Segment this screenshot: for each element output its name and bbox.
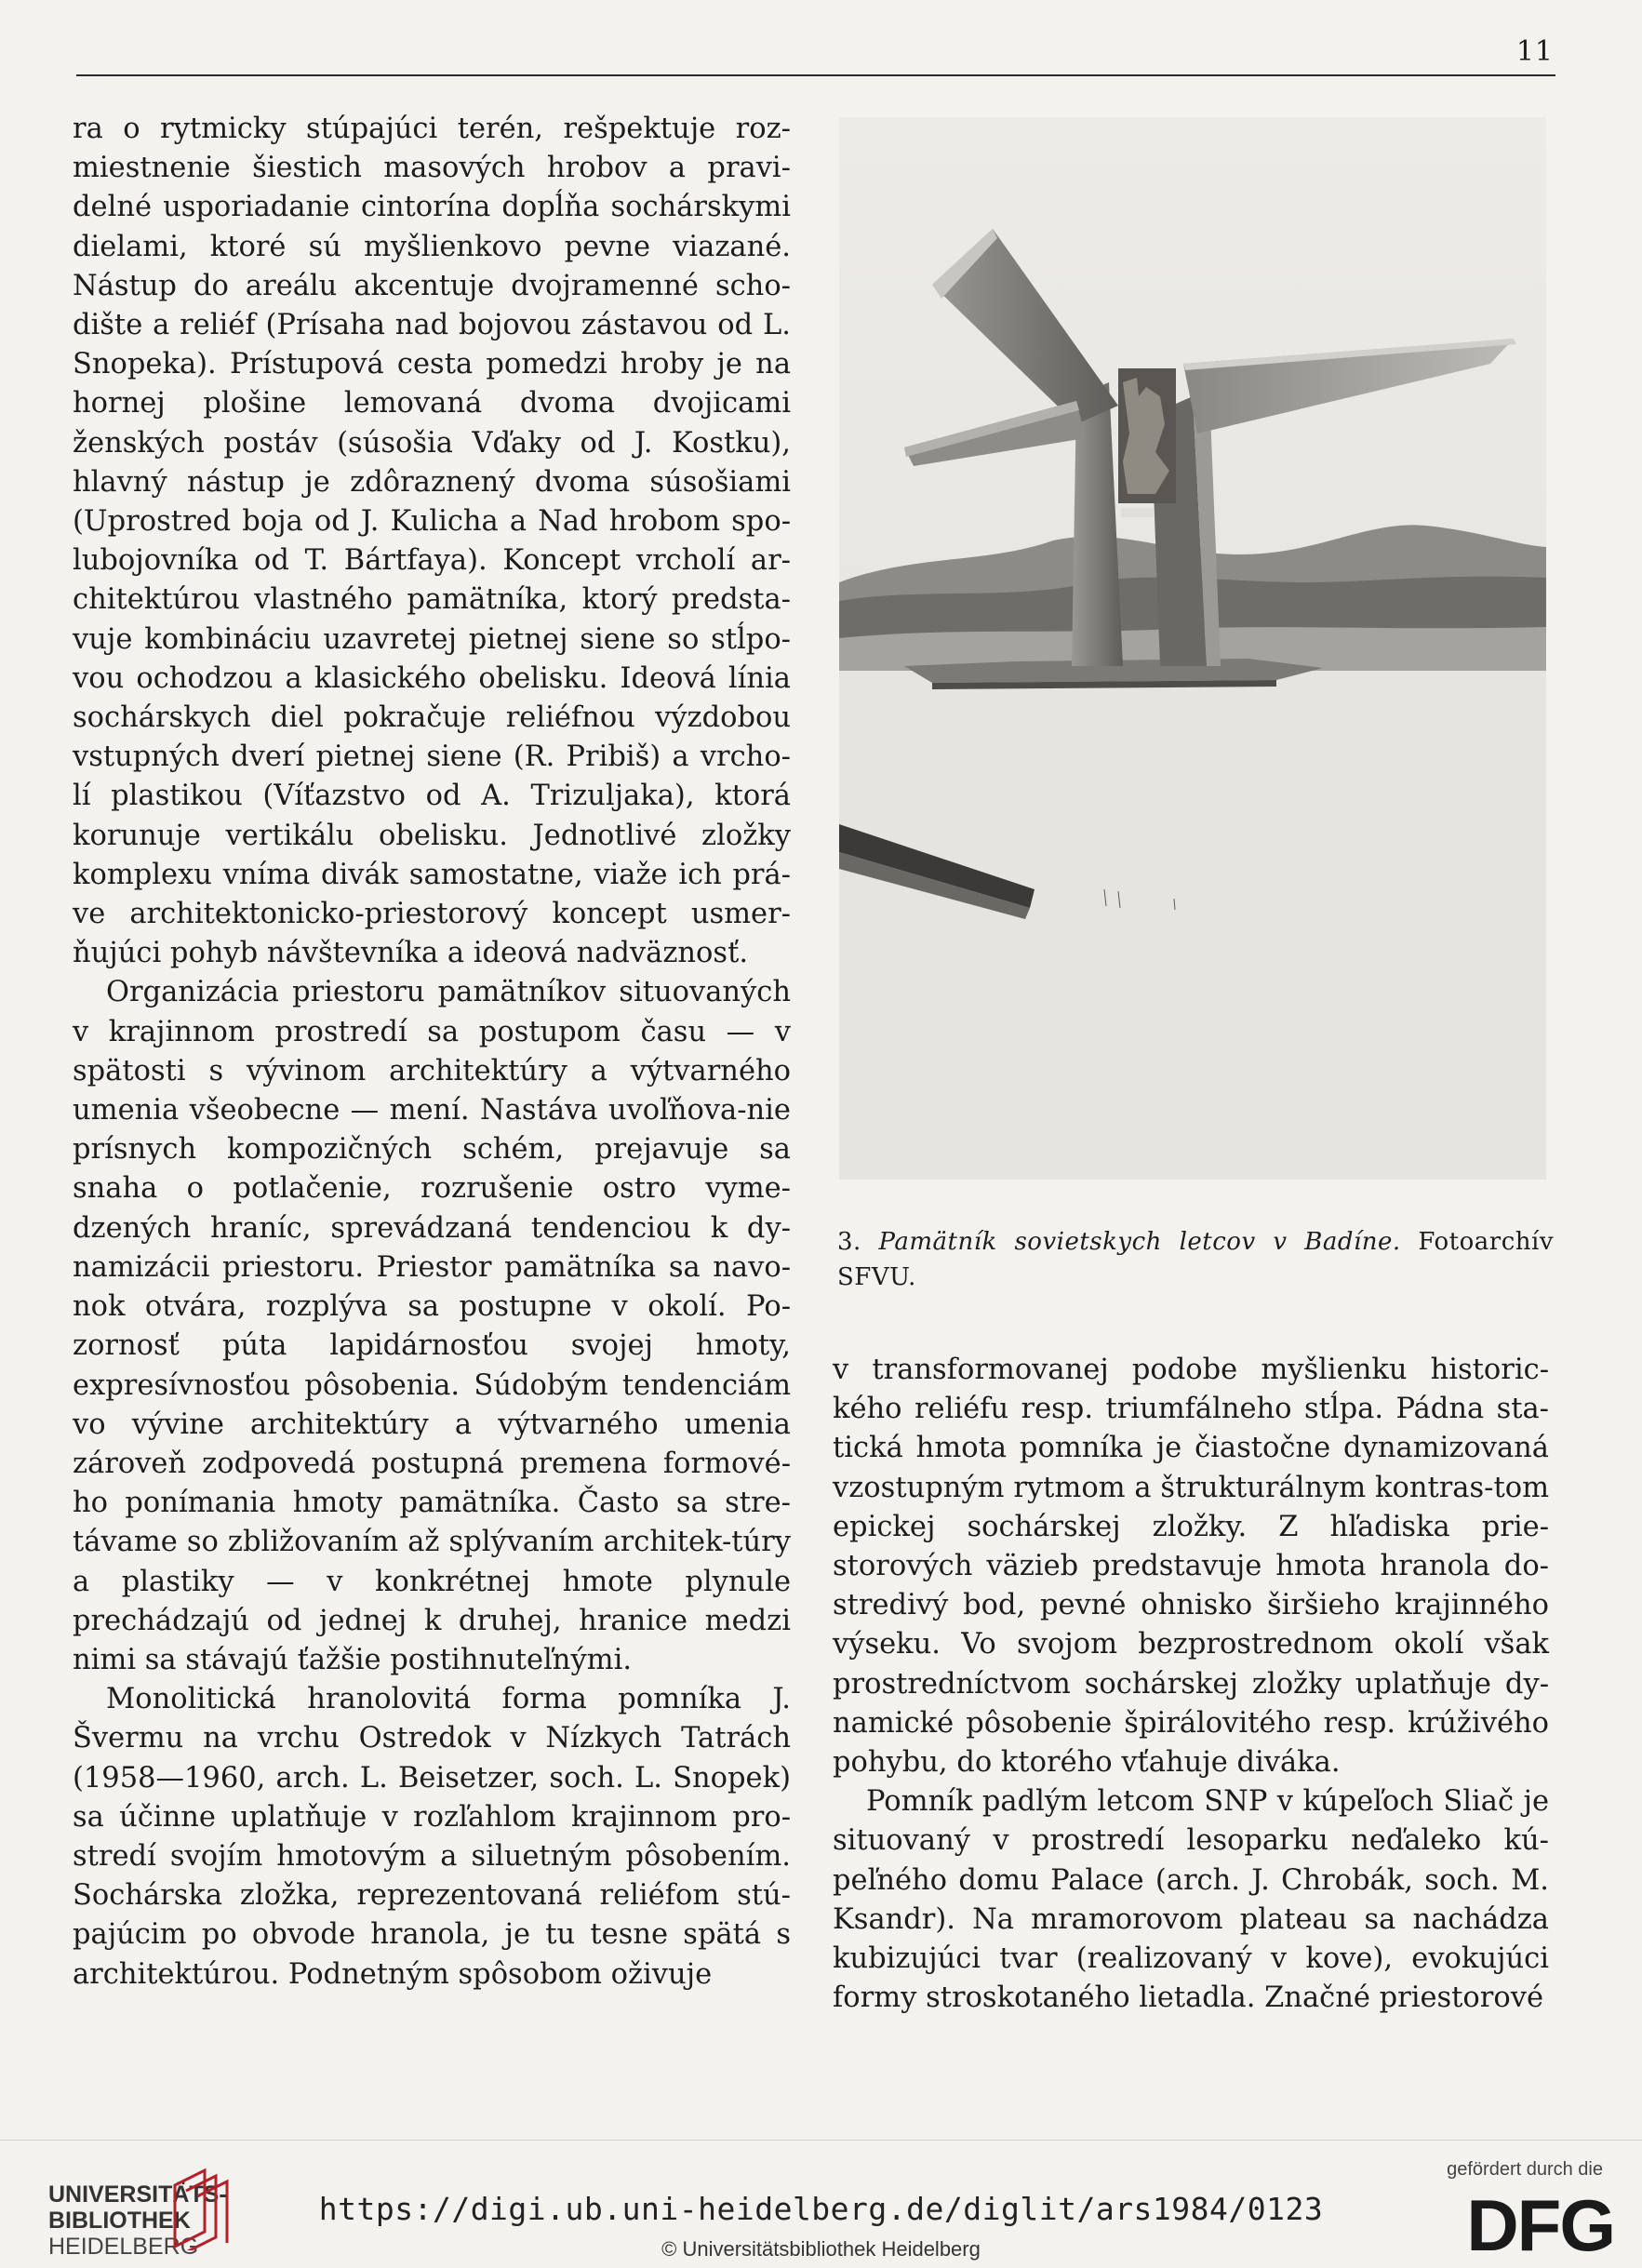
copyright-notice: © Universitätsbibliothek Heidelberg <box>661 2237 981 2261</box>
logo-line: BIBLIOTHEK <box>48 2208 191 2234</box>
paragraph: Pomník padlým letcom SNP v kúpeľoch Sliač je situovaný v prostredí lesoparku neďaleko kú-peľného domu Palace (arch. J. Chrobák, soch. M. Ksandr). Na mramorovom plateau sa nachádza kubizujúci tvar (realizovaný v kove), evokujúci formy stroskotaného lietadla. Značné priestorové <box>833 1785 1549 2015</box>
footer-bar <box>0 2140 1642 2267</box>
caption-credit: Fotoarchív SFVU. <box>837 1228 1555 1291</box>
source-url-link[interactable]: https://digi.ub.uni-heidelberg.de/diglit/ars1984/0123 <box>318 2191 1324 2227</box>
caption-title: Pamätník sovietskych letcov v Badíne. <box>878 1228 1401 1256</box>
logo-line: HEIDELBERG <box>48 2234 199 2260</box>
monument-illustration <box>839 117 1546 1180</box>
caption-number: 3. <box>837 1228 861 1256</box>
funding-label: gefördert durch die <box>1447 2159 1603 2180</box>
paragraph: v transformovanej podobe myšlienku historic-kého reliéfu resp. triumfálneho stĺpa. Pádna sta-tická hmota pomníka je čiastočne dynamizovaná vzostupným rytmom a štrukturálnym kontras-tom epickej sochárskej zložky. Z hľadiska prie-storových väzieb predstavuje hmota hranola do-stredivý bod, pevné ohnisko širšieho krajinného výseku. Vo svojom bezprostrednom okolí však prostredníctvom sochárskej zložky uplatňuje dy-namické pôsobenie špirálovitého resp. krúživého pohybu, do ktorého vťahuje diváka. <box>833 1354 1549 1780</box>
paragraph: Organizácia priestoru pamätníkov situovaných v krajinnom prostredí sa postupom času — v spätosti s vývinom architektúry a výtvarného umenia všeobecne — mení. Nastáva uvoľňova-nie prísnych kompozičných schém, prejavuje sa snaha o potlačenie, rozrušenie ostro vyme-dzených hraníc, sprevádzaná tendenciou k dy-namizácii priestoru. Priestor pamätníka sa navo-nok otvára, rozplýva sa postupne v okolí. Po-zornosť púta lapidárnosťou svojej hmoty, expresívnosťou pôsobenia. Súdobým tendenciám vo vývine architektúry a výtvarného umenia zároveň zodpovedá postupná premena formové-ho ponímania hmoty pamätníka. Často sa stre-távame so zbližovaním až splývaním architek-túry a plastiky — v konkrétnej hmote plynule prechádzajú od jednej k druhej, hranice medzi nimi sa stávajú ťažšie postihnuteľnými. <box>73 976 791 1676</box>
paragraph: Monolitická hranolovitá forma pomníka J. Švermu na vrchu Ostredok v Nízkych Tatrách (1958—1960, arch. L. Beisetzer, soch. L. Snopek) sa účinne uplatňuje v rozľahlom krajinnom pro-stredí svojím hmotovým a siluetným pôsobením. Sochárska zložka, reprezentovaná reliéfom stú-pajúcim po obvode hranola, je tu tesne spätá s architektúrou. Podnetným spôsobom oživuje <box>73 1683 791 1991</box>
logo-line: UNIVERSITÄTS- <box>48 2181 227 2208</box>
left-text-column <box>73 110 791 1995</box>
figure-caption <box>837 1224 1554 1295</box>
dfg-logo[interactable]: DFG <box>1466 2184 1614 2266</box>
right-text-column <box>833 1351 1549 2018</box>
header-rule <box>76 74 1555 76</box>
page-number: 11 <box>1515 35 1554 68</box>
monument-photo <box>839 117 1546 1180</box>
paragraph: ra o rytmicky stúpajúci terén, rešpektuje roz-miestnenie šiestich masových hrobov a pravi-delné usporiadanie cintorína dopĺňa sochárskymi dielami, ktoré sú myšlienkovo pevne viazané. Nástup do areálu akcentuje dvojramenné scho-dište a reliéf (Prísaha nad bojovou zástavou od L. Snopeka). Prístupová cesta pomedzi hroby je na hornej plošine lemovaná dvoma dvojicami ženských postáv (súsošia Vďaky od J. Kostku), hlavný nástup je zdôraznený dvoma súsošiami (Uprostred boja od J. Kulicha a Nad hrobom spo-lubojovníka od T. Bártfaya). Koncept vrcholí ar-chitektúrou vlastného pamätníka, ktorý predsta-vuje kombináciu uzavretej pietnej siene so stĺpo-vou ochodzou a klasického obelisku. Ideová línia sochárskych diel pokračuje reliéfnou výzdobou vstupných dverí pietnej siene (R. Pribiš) a vrcho-lí plastikou (Víťazstvo od A. Trizuljaka), ktorá korunuje vertikálu obelisku. Jednotlivé zložky komplexu vníma divák samostatne, viaže ich prá-ve architektonicko-priestorový koncept usmer-ňujúci pohyb návštevníka a ideová nadväznosť. <box>73 113 791 970</box>
